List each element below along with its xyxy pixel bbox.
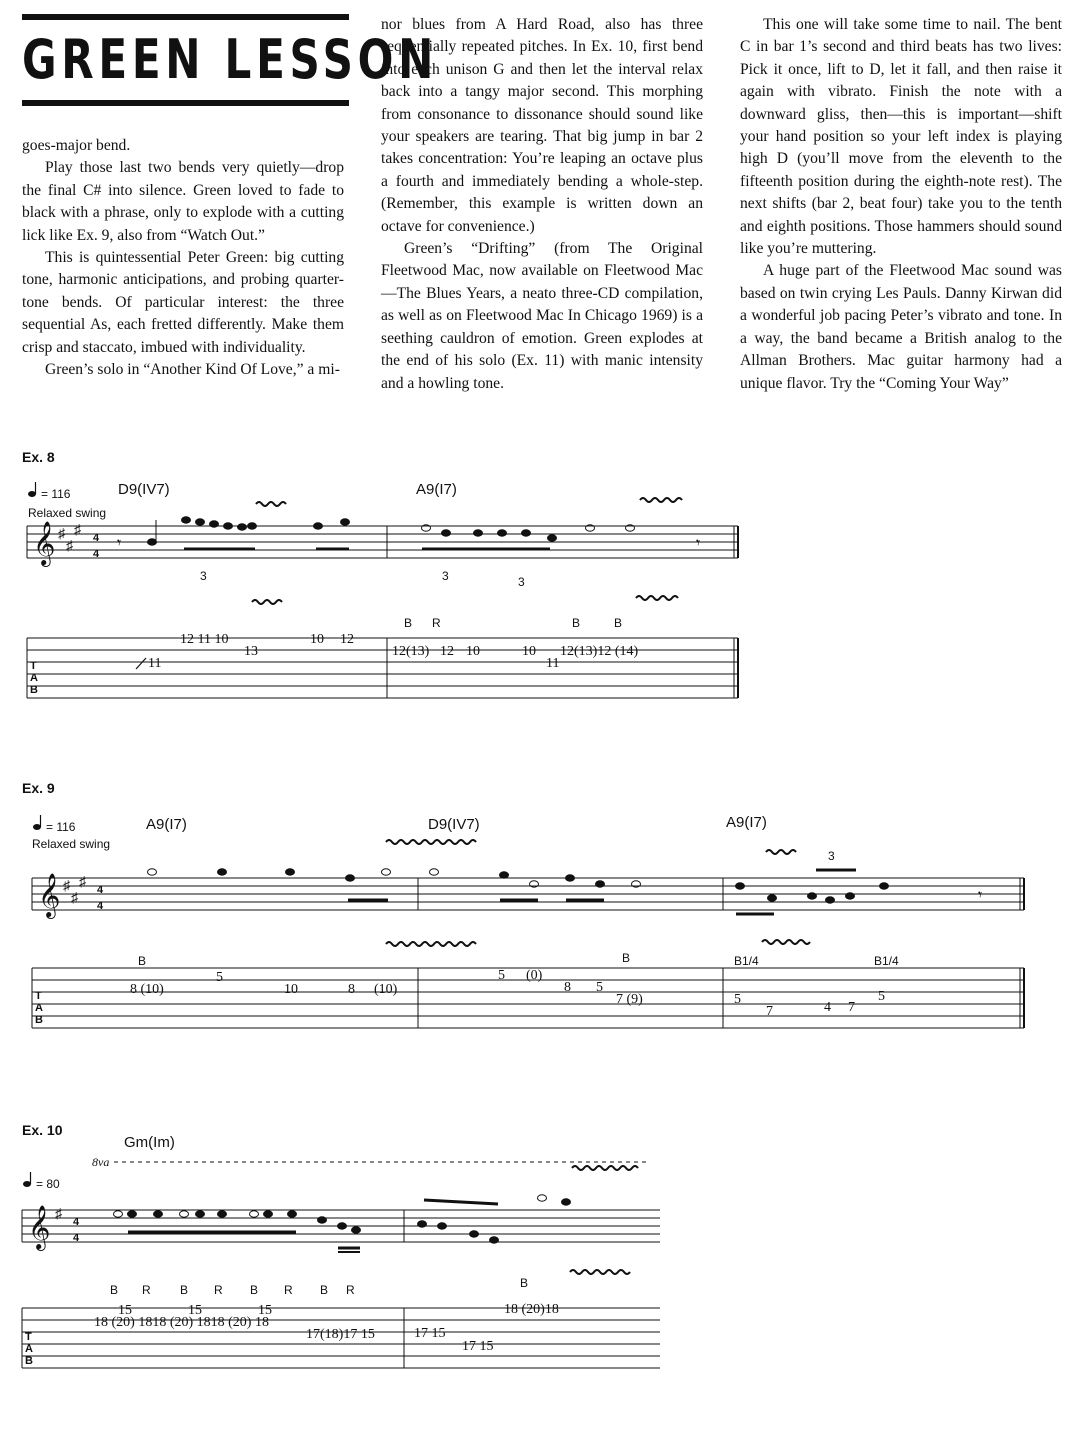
- ex9-notes: [148, 869, 983, 914]
- ex9-title: Ex. 9: [22, 780, 55, 796]
- ex8-tab-number: 12 11 10: [180, 632, 229, 647]
- slide-icon: [136, 658, 146, 669]
- ex9-chord-2: D9(IV7): [428, 816, 480, 833]
- ex9-feel: Relaxed swing: [32, 837, 111, 851]
- page-title: GREEN LESSON: [22, 28, 439, 91]
- article-column-3: [740, 14, 1062, 395]
- ex9-tab-number: 10: [284, 982, 298, 997]
- time-sig-bottom: 4: [73, 1232, 80, 1244]
- paragraph: goes-major bend.: [22, 137, 131, 154]
- paragraph: nor blues from A Hard Road, also has three sequentially repeated pitches. In Ex. 10, first bend into each unison G and then let the interval relax back into a tangy major second. This morphing from consonance to dissonance should sound like your speakers are tearing. That big jump in bar 2 takes concentration: You’re leaping an octave plus a fourth and immediately bending a whole-step. (Remember, this example is written down an octave for convenience.): [381, 16, 703, 235]
- ex10-technique: R: [284, 1283, 293, 1297]
- ex9-tab-number: 5: [498, 968, 505, 983]
- ex8-tuplet: 3: [442, 569, 449, 583]
- sharp-icon: ♯: [66, 537, 73, 553]
- ex8-tuplet: 3: [518, 575, 525, 589]
- paragraph: Play those last two bends very quietly—drop the final C# into silence. Green loved to fade to black with a phrase, only to explode with a cutting lick like Ex. 9, also from “Watch Out.”: [22, 159, 344, 244]
- ex8-title: Ex. 8: [22, 449, 55, 465]
- ex10-tempo: = 80: [36, 1177, 60, 1191]
- time-sig-bottom: 4: [93, 548, 100, 560]
- ex9-tab-number: 8: [564, 980, 571, 995]
- treble-clef-icon: 𝄞: [33, 521, 56, 565]
- ex9-tab-number: 8: [348, 982, 355, 997]
- ex9-tempo: = 116: [46, 820, 76, 834]
- ex10-tab-number: 17 15: [414, 1326, 446, 1341]
- article-column-1: [22, 135, 344, 381]
- paragraph: This is quintessential Peter Green: big cutting tone, harmonic anticipations, and probing quarter-tone bends. Of particular interest: the three sequential As, each fretted differently. Make them crisp and staccato, imbued with individuality.: [22, 249, 344, 356]
- tab-label: T: [25, 1331, 32, 1343]
- ex9-technique: B: [138, 954, 147, 968]
- time-sig-top: 4: [93, 532, 100, 544]
- article-column-2: [381, 14, 703, 395]
- ex10-technique: B: [110, 1283, 119, 1297]
- sharp-icon: ♯: [71, 889, 78, 905]
- sharp-icon: ♯: [55, 1205, 62, 1221]
- ex9-notation: [0, 800, 1078, 1040]
- ex9-technique: B: [622, 951, 631, 965]
- ex10-tab-number: 15: [118, 1303, 132, 1318]
- paragraph: Green’s “Drifting” (from The Original Fleetwood Mac, now available on Fleetwood Mac—The Blues Years, a neato three-CD compilation, as well as on Fleetwood Mac In Chicago 1969) is a seething cauldron of emotion. Green explodes at the end of his solo (Ex. 11) with manic intensity and a howling tone.: [381, 240, 703, 392]
- ex10-tab-number: 18 (20)18: [504, 1302, 559, 1317]
- ex9-tab-number: 8 (10): [130, 982, 164, 997]
- sharp-icon: ♯: [79, 873, 86, 889]
- ex8-tempo: = 116: [41, 487, 71, 501]
- vibrato-icon: [570, 1166, 638, 1274]
- sharp-icon: ♯: [74, 521, 81, 537]
- ex8-tab-number: 10: [522, 644, 536, 659]
- ex9-tab-number: 7: [766, 1004, 773, 1019]
- ex9-chord-1: A9(I7): [146, 816, 187, 833]
- treble-clef-icon: 𝄞: [28, 1205, 51, 1249]
- ex10-technique: B: [320, 1283, 329, 1297]
- paragraph: Green’s solo in “Another Kind Of Love,” a mi-: [45, 361, 340, 379]
- tab-label: A: [35, 1002, 43, 1014]
- ex10-chord-1: Gm(Im): [124, 1134, 175, 1151]
- ex8-tab-number: 11: [546, 656, 560, 671]
- paragraph: A huge part of the Fleetwood Mac sound was based on twin crying Les Pauls. Danny Kirwan did a wonderful job pacing Peter’s vibrato and tone. In a way, the band became a British analog to the Allman Brothers. Mac guitar harmony had a unique flavor. Try the “Coming Your Way”: [740, 262, 1062, 392]
- quarter-note-icon: [23, 1172, 31, 1187]
- ex9-tab-number: (10): [374, 982, 398, 997]
- ex9-tab-number: 5: [216, 970, 223, 985]
- ex8-chord-1: D9(IV7): [118, 481, 170, 498]
- tab-label: T: [30, 660, 37, 672]
- header-rule-top: [22, 14, 349, 20]
- ex9-technique: B1/4: [874, 954, 899, 968]
- ex10-tab-number: 17(18)17 15: [306, 1327, 375, 1342]
- ex10-notation: [0, 1130, 1078, 1380]
- sharp-icon: ♯: [63, 877, 70, 893]
- ex10-tab-number: 17 15: [462, 1339, 494, 1354]
- quarter-note-icon: [28, 482, 36, 497]
- svg-text:𝄾: 𝄾: [978, 887, 983, 904]
- ex8-technique: B: [614, 616, 623, 630]
- ex10-tab-number: 15: [258, 1303, 272, 1318]
- tab-label: T: [35, 990, 42, 1002]
- ex8-tab-number: 12: [440, 644, 454, 659]
- svg-text:𝄾: 𝄾: [117, 535, 122, 552]
- svg-text:𝄾: 𝄾: [696, 535, 701, 552]
- paragraph: This one will take some time to nail. The bent C in bar 1’s second and third beats has two lives: Pick it once, lift to D, let it fall, and then raise it again with vibrato. Finish the note with a downward gliss, then—this is important—shift your hand position so your left index is playing high D (you’ll move from the eleventh to the fifteenth position during the eighth-note rest). The next shifts (bar 2, beat four) take you to the tenth and eighth positions. Those hammers should sound like you’re muttering.: [740, 16, 1062, 258]
- ex8-tab-number: 10: [466, 644, 480, 659]
- time-sig-top: 4: [73, 1216, 80, 1228]
- ex8-tab-number: 12(13): [392, 644, 430, 659]
- ex10-technique: B: [180, 1283, 189, 1297]
- ex9-tab-number: 4: [824, 1000, 831, 1015]
- ex8-technique: R: [432, 616, 441, 630]
- ex9-tab-number: 5: [734, 992, 741, 1007]
- tab-label: B: [35, 1014, 43, 1026]
- tab-label: B: [30, 684, 38, 696]
- vibrato-icon: [386, 840, 810, 946]
- ex9-tab-number: 7: [848, 1000, 855, 1015]
- ex10-technique: R: [142, 1283, 151, 1297]
- ex9-tab-number: 5: [596, 980, 603, 995]
- ex9-tab-number: 5: [878, 989, 885, 1004]
- tab-label: A: [30, 672, 38, 684]
- ex10-technique: B: [520, 1276, 529, 1290]
- ex10-technique: R: [214, 1283, 223, 1297]
- ex9-tab-number: (0): [526, 968, 543, 983]
- ex9-staff: [32, 878, 1024, 910]
- tab-label: B: [25, 1355, 33, 1367]
- ex10-octave-mark: 8va: [92, 1155, 110, 1169]
- ex8-tab-number: 12(13)12 (14): [560, 644, 639, 659]
- treble-clef-icon: 𝄞: [38, 873, 61, 917]
- ex8-tab-number: 10: [310, 632, 324, 647]
- header-rule-bottom: [22, 100, 349, 106]
- ex9-tuplet: 3: [828, 849, 835, 863]
- ex8-technique: B: [572, 616, 581, 630]
- ex9-chord-3: A9(I7): [726, 814, 767, 831]
- ex10-technique: B: [250, 1283, 259, 1297]
- ex8-tuplet: 3: [200, 569, 207, 583]
- ex9-tab-number: 7 (9): [616, 992, 643, 1007]
- ex10-tab-number: 15: [188, 1303, 202, 1318]
- ex8-technique: B: [404, 616, 413, 630]
- ex8-notation: [0, 470, 1078, 710]
- time-sig-top: 4: [97, 884, 104, 896]
- ex9-technique: B1/4: [734, 954, 759, 968]
- ex8-tab-number: 12: [340, 632, 354, 647]
- ex10-tab-number: 18 (20) 1818 (20) 1818 (20) 18: [94, 1315, 269, 1330]
- tab-label: A: [25, 1343, 33, 1355]
- ex10-notes: [114, 1195, 571, 1252]
- ex8-chord-2: A9(I7): [416, 481, 457, 498]
- ex8-feel: Relaxed swing: [28, 506, 107, 520]
- ex8-tab-number: 13: [244, 644, 258, 659]
- ex8-tab-number: 11: [148, 656, 162, 671]
- vibrato-icon: [252, 498, 682, 604]
- time-sig-bottom: 4: [97, 900, 104, 912]
- ex10-technique: R: [346, 1283, 355, 1297]
- ex10-title: Ex. 10: [22, 1122, 63, 1138]
- quarter-note-icon: [33, 815, 41, 830]
- sharp-icon: ♯: [58, 525, 65, 541]
